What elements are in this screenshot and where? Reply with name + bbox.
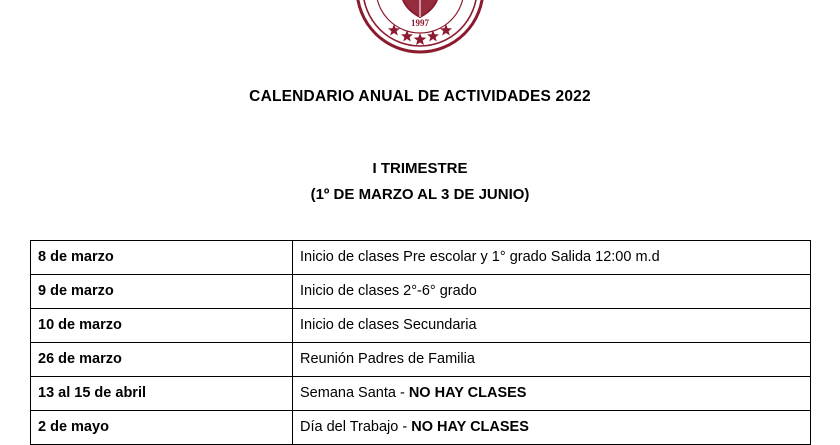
row-date: 26 de marzo: [31, 343, 293, 377]
row-description-text: Inicio de clases Pre escolar y 1° grado Salida 12:00 m.d: [300, 249, 660, 266]
row-description: [293, 411, 811, 445]
row-description-text: Inicio de clases 2°-6° grado: [300, 283, 477, 300]
row-description-text: Inicio de clases Secundaria: [300, 317, 477, 334]
row-description: [293, 309, 811, 343]
row-description-text: Día del Trabajo -: [300, 419, 412, 436]
table-row: [31, 377, 811, 411]
row-date: 10 de marzo: [31, 309, 293, 343]
calendar-table-body: [31, 241, 811, 445]
row-date: 8 de marzo: [31, 241, 293, 275]
row-description-text: Reunión Padres de Familia: [300, 351, 475, 368]
row-description: [293, 275, 811, 309]
calendar-table: [30, 240, 811, 445]
row-date: 9 de marzo: [31, 275, 293, 309]
school-crest-icon: [354, 0, 486, 55]
section-date-range: (1º DE MARZO AL 3 DE JUNIO): [310, 186, 530, 203]
row-description: [293, 377, 811, 411]
calendar-table-container: [30, 240, 810, 445]
table-row: [31, 241, 811, 275]
table-row: [31, 275, 811, 309]
table-row: [31, 343, 811, 377]
crest-container: [0, 0, 840, 44]
row-date: 13 al 15 de abril: [31, 377, 293, 411]
table-row: [31, 309, 811, 343]
row-description-emphasis: NO HAY CLASES: [408, 385, 527, 402]
row-description: [293, 343, 811, 377]
row-date: 2 de mayo: [31, 411, 293, 445]
crest-year-label: 1997: [411, 18, 429, 28]
row-description: [293, 241, 811, 275]
section-title: I TRIMESTRE: [372, 160, 468, 177]
table-row: [31, 411, 811, 445]
row-description-emphasis: NO HAY CLASES: [411, 419, 529, 436]
row-description-text: Semana Santa -: [300, 385, 409, 402]
page-title: CALENDARIO ANUAL DE ACTIVIDADES 2022: [249, 88, 591, 105]
